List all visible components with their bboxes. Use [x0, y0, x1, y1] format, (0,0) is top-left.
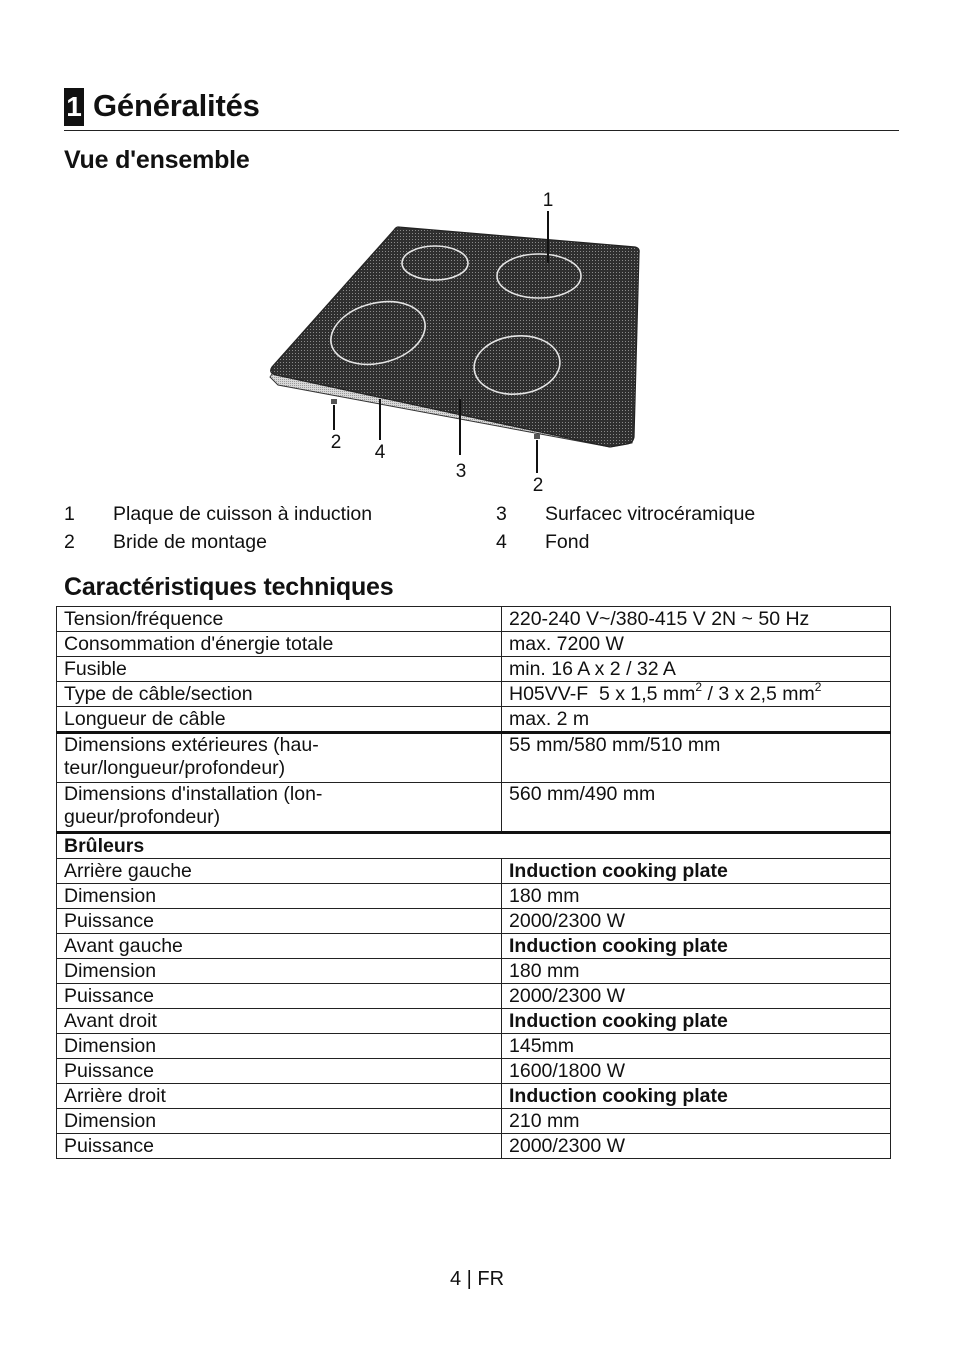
burner-type: Induction cooking plate — [502, 1084, 891, 1109]
burner-type: Induction cooking plate — [502, 1009, 891, 1034]
table-row — [57, 909, 891, 934]
burner-power-label: Puissance — [57, 984, 502, 1009]
callout-3: 3 — [455, 461, 467, 482]
burner-power-label: Puissance — [57, 1134, 502, 1159]
burner-dimension-label: Dimension — [57, 1034, 502, 1059]
spec-value: 560 mm/490 mm — [502, 783, 891, 833]
spec-label-line: teur/longueur/profondeur) — [64, 757, 286, 779]
spec-label-line: Dimensions d'installation (lon- — [64, 783, 323, 805]
spec-value: max. 7200 W — [502, 632, 891, 657]
cooktop-diagram — [250, 185, 670, 497]
table-row — [57, 984, 891, 1009]
table-row — [57, 607, 891, 632]
spec-label-line: Dimensions extérieures (hau- — [64, 734, 319, 756]
table-row — [57, 959, 891, 984]
table-row — [57, 859, 891, 884]
table-row — [57, 1034, 891, 1059]
specs-table — [56, 606, 891, 1159]
legend-text: Bride de montage — [113, 531, 267, 553]
table-row — [57, 632, 891, 657]
table-row — [57, 1134, 891, 1159]
legend-number: 4 — [496, 531, 507, 553]
burner-dimension-label: Dimension — [57, 884, 502, 909]
table-row — [57, 833, 891, 859]
spec-value — [502, 682, 891, 707]
table-row — [57, 1009, 891, 1034]
chapter-number: 1 — [64, 88, 84, 126]
spec-label: Longueur de câble — [57, 707, 502, 733]
burner-dimension-label: Dimension — [57, 1109, 502, 1134]
legend-number: 2 — [64, 531, 75, 553]
callout-1: 1 — [542, 190, 554, 211]
cable-spec-b: / 3 x 2,5 mm — [702, 683, 815, 705]
spec-label — [57, 733, 502, 783]
burner-dimension: 210 mm — [502, 1109, 891, 1134]
burner-power: 2000/2300 W — [502, 984, 891, 1009]
legend-number: 3 — [496, 503, 507, 525]
burner-power: 2000/2300 W — [502, 909, 891, 934]
table-row — [57, 783, 891, 833]
burner-power: 2000/2300 W — [502, 1134, 891, 1159]
chapter-heading — [64, 86, 899, 131]
burner-position: Avant gauche — [57, 934, 502, 959]
burner-type: Induction cooking plate — [502, 859, 891, 884]
callout-4: 4 — [374, 442, 386, 463]
burner-position: Arrière gauche — [57, 859, 502, 884]
table-row — [57, 884, 891, 909]
spec-label-line: gueur/profondeur) — [64, 806, 221, 828]
spec-value: min. 16 A x 2 / 32 A — [502, 657, 891, 682]
spec-value: 220-240 V~/380-415 V 2N ~ 50 Hz — [502, 607, 891, 632]
legend-number: 1 — [64, 503, 75, 525]
spec-value: 55 mm/580 mm/510 mm — [502, 733, 891, 783]
callout-2-left: 2 — [330, 432, 342, 453]
foot-right — [534, 434, 540, 439]
cooktop-illustration — [250, 185, 670, 497]
burner-dimension: 145mm — [502, 1034, 891, 1059]
cable-sup-a: 2 — [695, 680, 703, 694]
burner-position: Avant droit — [57, 1009, 502, 1034]
burner-power: 1600/1800 W — [502, 1059, 891, 1084]
spec-label — [57, 783, 502, 833]
table-row — [57, 1109, 891, 1134]
overview-heading: Vue d'ensemble — [64, 146, 250, 174]
burner-power-label: Puissance — [57, 909, 502, 934]
burner-dimension: 180 mm — [502, 884, 891, 909]
table-row — [57, 657, 891, 682]
burner-position: Arrière droit — [57, 1084, 502, 1109]
callout-2-right: 2 — [532, 475, 544, 496]
spec-value: max. 2 m — [502, 707, 891, 733]
foot-left — [331, 399, 337, 404]
page-footer: 4 | FR — [449, 1268, 505, 1290]
table-row — [57, 1084, 891, 1109]
specs-heading: Caractéristiques techniques — [64, 573, 394, 601]
glass-surface — [271, 227, 639, 447]
burner-power-label: Puissance — [57, 1059, 502, 1084]
table-row — [57, 733, 891, 783]
cable-spec-a: H05VV-F 5 x 1,5 mm — [509, 683, 696, 705]
table-row — [57, 934, 891, 959]
table-row — [57, 682, 891, 707]
legend-text: Surfacec vitrocéramique — [545, 503, 756, 525]
table-row — [57, 1059, 891, 1084]
burners-heading: Brûleurs — [57, 833, 891, 859]
spec-label: Tension/fréquence — [57, 607, 502, 632]
legend-text: Fond — [545, 531, 590, 553]
burner-type: Induction cooking plate — [502, 934, 891, 959]
burner-dimension: 180 mm — [502, 959, 891, 984]
spec-label: Fusible — [57, 657, 502, 682]
burner-dimension-label: Dimension — [57, 959, 502, 984]
spec-label: Consommation d'énergie totale — [57, 632, 502, 657]
chapter-title: Généralités — [93, 88, 260, 123]
table-row — [57, 707, 891, 733]
spec-label: Type de câble/section — [57, 682, 502, 707]
cable-sup-b: 2 — [814, 680, 822, 694]
legend-text: Plaque de cuisson à induction — [113, 503, 373, 525]
